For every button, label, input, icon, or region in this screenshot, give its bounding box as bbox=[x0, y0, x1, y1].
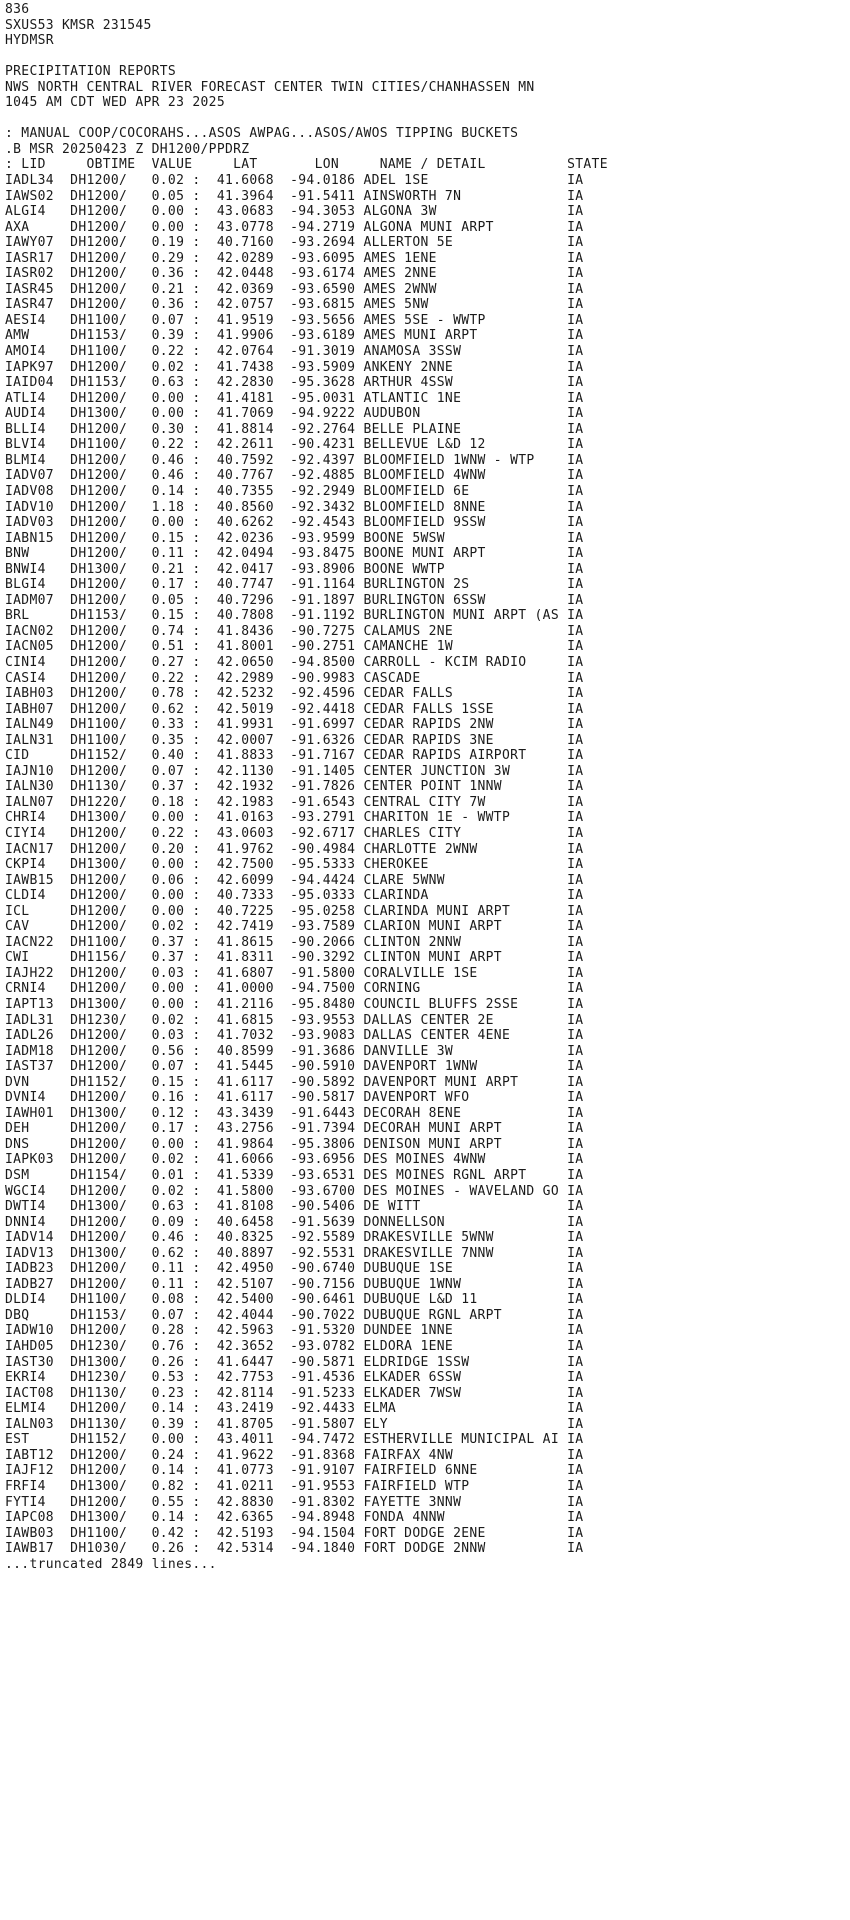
report-row: CKPI4 DH1300/ 0.00 : 42.7500 -95.5333 CHEROKEE IA bbox=[5, 857, 584, 873]
report-row: FYTI4 DH1200/ 0.55 : 42.8830 -91.8302 FAYETTE 3NNW IA bbox=[5, 1494, 584, 1510]
truncated-notice: ...truncated 2849 lines... bbox=[5, 1556, 217, 1572]
header-line bbox=[5, 111, 608, 127]
report-row: AMW DH1153/ 0.39 : 41.9906 -93.6189 AMES MUNI ARPT IA bbox=[5, 328, 584, 344]
report-row: IASR47 DH1200/ 0.36 : 42.0757 -93.6815 AMES 5NW IA bbox=[5, 297, 584, 313]
report-row: IADV03 DH1200/ 0.00 : 40.6262 -92.4543 BLOOMFIELD 9SSW IA bbox=[5, 515, 584, 531]
report-row: IAPK03 DH1200/ 0.02 : 41.6066 -93.6956 DES MOINES 4WNW IA bbox=[5, 1152, 584, 1168]
report-row: IADV13 DH1300/ 0.62 : 40.8897 -92.5531 DRAKESVILLE 7NNW IA bbox=[5, 1245, 584, 1261]
report-row: IADL31 DH1230/ 0.02 : 41.6815 -93.9553 DALLAS CENTER 2E IA bbox=[5, 1012, 584, 1028]
report-row: DEH DH1200/ 0.17 : 43.2756 -91.7394 DECORAH MUNI ARPT IA bbox=[5, 1121, 584, 1137]
report-row: IASR17 DH1200/ 0.29 : 42.0289 -93.6095 AMES 1ENE IA bbox=[5, 250, 584, 266]
report-row: DVN DH1152/ 0.15 : 41.6117 -90.5892 DAVENPORT MUNI ARPT IA bbox=[5, 1074, 584, 1090]
report-row: IACN22 DH1100/ 0.37 : 41.8615 -90.2066 CLINTON 2NNW IA bbox=[5, 934, 584, 950]
header-line: HYDMSR bbox=[5, 33, 54, 49]
report-row: IADL34 DH1200/ 0.02 : 41.6068 -94.0186 ADEL 1SE IA bbox=[5, 173, 584, 189]
report-row: DNS DH1200/ 0.00 : 41.9864 -95.3806 DENISON MUNI ARPT IA bbox=[5, 1136, 584, 1152]
report-row: FRFI4 DH1300/ 0.82 : 41.0211 -91.9553 FAIRFIELD WTP IA bbox=[5, 1478, 584, 1494]
report-row: IALN30 DH1130/ 0.37 : 42.1932 -91.7826 CENTER POINT 1NNW IA bbox=[5, 779, 584, 795]
report-row: IADM18 DH1200/ 0.56 : 40.8599 -91.3686 DANVILLE 3W IA bbox=[5, 1043, 584, 1059]
report-row: CIYI4 DH1200/ 0.22 : 43.0603 -92.6717 CHARLES CITY IA bbox=[5, 825, 584, 841]
report-row: CID DH1152/ 0.40 : 41.8833 -91.7167 CEDAR RAPIDS AIRPORT IA bbox=[5, 748, 584, 764]
header-line: NWS NORTH CENTRAL RIVER FORECAST CENTER TWIN CITIES/CHANHASSEN MN bbox=[5, 79, 535, 95]
report-row: CAV DH1200/ 0.02 : 42.7419 -93.7589 CLARION MUNI ARPT IA bbox=[5, 919, 584, 935]
report-row: BNW DH1200/ 0.11 : 42.0494 -93.8475 BOONE MUNI ARPT IA bbox=[5, 546, 584, 562]
report-row: IAWS02 DH1200/ 0.05 : 41.3964 -91.5411 AINSWORTH 7N IA bbox=[5, 188, 584, 204]
report-row: IAPK97 DH1200/ 0.02 : 41.7438 -93.5909 ANKENY 2NNE IA bbox=[5, 359, 584, 375]
report-row: ATLI4 DH1200/ 0.00 : 41.4181 -95.0031 ATLANTIC 1NE IA bbox=[5, 390, 584, 406]
report-row: IADV10 DH1200/ 1.18 : 40.8560 -92.3432 BLOOMFIELD 8NNE IA bbox=[5, 499, 584, 515]
report-row: IAID04 DH1153/ 0.63 : 42.2830 -95.3628 ARTHUR 4SSW IA bbox=[5, 375, 584, 391]
header-line: : LID OBTIME VALUE LAT LON NAME / DETAIL STATE bbox=[5, 157, 608, 173]
report-row: IADB23 DH1200/ 0.11 : 42.4950 -90.6740 DUBUQUE 1SE IA bbox=[5, 1261, 584, 1277]
report-row: IAPT13 DH1300/ 0.00 : 41.2116 -95.8480 COUNCIL BLUFFS 2SSE IA bbox=[5, 997, 584, 1012]
report-row: DNNI4 DH1200/ 0.09 : 40.6458 -91.5639 DONNELLSON IA bbox=[5, 1214, 584, 1230]
report-row: IADW10 DH1200/ 0.28 : 42.5963 -91.5320 DUNDEE 1NNE IA bbox=[5, 1323, 584, 1339]
report-row: ICL DH1200/ 0.00 : 40.7225 -95.0258 CLARINDA MUNI ARPT IA bbox=[5, 903, 584, 919]
report-row: IAWY07 DH1200/ 0.19 : 40.7160 -93.2694 ALLERTON 5E IA bbox=[5, 235, 584, 251]
report-row: BRL DH1153/ 0.15 : 40.7808 -91.1192 BURLINGTON MUNI ARPT (AS IA bbox=[5, 608, 584, 624]
report-row: IADB27 DH1200/ 0.11 : 42.5107 -90.7156 DUBUQUE 1WNW IA bbox=[5, 1276, 584, 1292]
report-row: IAWH01 DH1300/ 0.12 : 43.3439 -91.6443 DECORAH 8ENE IA bbox=[5, 1105, 584, 1121]
header-line bbox=[5, 49, 608, 65]
report-row: IAJF12 DH1200/ 0.14 : 41.0773 -91.9107 FAIRFIELD 6NNE IA bbox=[5, 1463, 584, 1479]
report-row: DBQ DH1153/ 0.07 : 42.4044 -90.7022 DUBUQUE RGNL ARPT IA bbox=[5, 1307, 584, 1323]
report-row: IAPC08 DH1300/ 0.14 : 42.6365 -94.8948 FONDA 4NNW IA bbox=[5, 1510, 584, 1526]
report-row: DSM DH1154/ 0.01 : 41.5339 -93.6531 DES MOINES RGNL ARPT IA bbox=[5, 1168, 584, 1184]
report-row: IALN31 DH1100/ 0.35 : 42.0007 -91.6326 CEDAR RAPIDS 3NE IA bbox=[5, 732, 584, 748]
report-row: DLDI4 DH1100/ 0.08 : 42.5400 -90.6461 DUBUQUE L&D 11 IA bbox=[5, 1292, 584, 1308]
report-row: IADL26 DH1200/ 0.03 : 41.7032 -93.9083 DALLAS CENTER 4ENE IA bbox=[5, 1028, 584, 1044]
report-row: IADV08 DH1200/ 0.14 : 40.7355 -92.2949 BLOOMFIELD 6E IA bbox=[5, 483, 584, 499]
report-row: IAST30 DH1300/ 0.26 : 41.6447 -90.5871 ELDRIDGE 1SSW IA bbox=[5, 1354, 584, 1370]
report-row: IADV14 DH1200/ 0.46 : 40.8325 -92.5589 DRAKESVILLE 5WNW IA bbox=[5, 1230, 584, 1246]
report-row: IADV07 DH1200/ 0.46 : 40.7767 -92.4885 BLOOMFIELD 4WNW IA bbox=[5, 468, 584, 484]
report-row: EST DH1152/ 0.00 : 43.4011 -94.7472 ESTHERVILLE MUNICIPAL AI IA bbox=[5, 1432, 584, 1448]
report-row: CASI4 DH1200/ 0.22 : 42.2989 -90.9983 CASCADE IA bbox=[5, 670, 584, 686]
report-row: IACN05 DH1200/ 0.51 : 41.8001 -90.2751 CAMANCHE 1W IA bbox=[5, 639, 584, 655]
report-row: BNWI4 DH1300/ 0.21 : 42.0417 -93.8906 BOONE WWTP IA bbox=[5, 561, 584, 577]
report-row: IAHD05 DH1230/ 0.76 : 42.3652 -93.0782 ELDORA 1ENE IA bbox=[5, 1339, 584, 1355]
precipitation-report-text bbox=[5, 2, 608, 1572]
report-row: IAWB17 DH1030/ 0.26 : 42.5314 -94.1840 FORT DODGE 2NNW IA bbox=[5, 1541, 584, 1557]
report-row: IAJH22 DH1200/ 0.03 : 41.6807 -91.5800 CORALVILLE 1SE IA bbox=[5, 965, 584, 981]
report-row: DVNI4 DH1200/ 0.16 : 41.6117 -90.5817 DAVENPORT WFO IA bbox=[5, 1090, 584, 1106]
header-line: : MANUAL COOP/COCORAHS...ASOS AWPAG...ASOS/AWOS TIPPING BUCKETS bbox=[5, 126, 519, 142]
report-row: EKRI4 DH1230/ 0.53 : 42.7753 -91.4536 ELKADER 6SSW IA bbox=[5, 1370, 584, 1386]
report-row: BLMI4 DH1200/ 0.46 : 40.7592 -92.4397 BLOOMFIELD 1WNW - WTP IA bbox=[5, 452, 584, 468]
header-line: .B MSR 20250423 Z DH1200/PPDRZ bbox=[5, 141, 250, 157]
report-row: AESI4 DH1100/ 0.07 : 41.9519 -93.5656 AMES 5SE - WWTP IA bbox=[5, 312, 584, 328]
report-row: WGCI4 DH1200/ 0.02 : 41.5800 -93.6700 DES MOINES - WAVELAND GO IA bbox=[5, 1183, 584, 1199]
report-row: DWTI4 DH1300/ 0.63 : 41.8108 -90.5406 DE WITT IA bbox=[5, 1199, 584, 1215]
report-row: AMOI4 DH1100/ 0.22 : 42.0764 -91.3019 ANAMOSA 3SSW IA bbox=[5, 344, 584, 360]
report-row: BLGI4 DH1200/ 0.17 : 40.7747 -91.1164 BURLINGTON 2S IA bbox=[5, 577, 584, 593]
report-row: BLVI4 DH1100/ 0.22 : 42.2611 -90.4231 BELLEVUE L&D 12 IA bbox=[5, 437, 584, 453]
report-row: IAWB15 DH1200/ 0.06 : 42.6099 -94.4424 CLARE 5WNW IA bbox=[5, 872, 584, 888]
report-row: IALN49 DH1100/ 0.33 : 41.9931 -91.6997 CEDAR RAPIDS 2NW IA bbox=[5, 717, 584, 733]
report-row: CWI DH1156/ 0.37 : 41.8311 -90.3292 CLINTON MUNI ARPT IA bbox=[5, 950, 584, 966]
report-row: IACN02 DH1200/ 0.74 : 41.8436 -90.7275 CALAMUS 2NE IA bbox=[5, 623, 584, 639]
header-line: PRECIPITATION REPORTS bbox=[5, 64, 177, 80]
header-line: 1045 AM CDT WED APR 23 2025 bbox=[5, 95, 225, 111]
report-row: ELMI4 DH1200/ 0.14 : 43.2419 -92.4433 ELMA IA bbox=[5, 1401, 584, 1417]
report-row: AUDI4 DH1300/ 0.00 : 41.7069 -94.9222 AUDUBON IA bbox=[5, 406, 584, 422]
report-row: IASR45 DH1200/ 0.21 : 42.0369 -93.6590 AMES 2WNW IA bbox=[5, 281, 584, 297]
report-row: IALN03 DH1130/ 0.39 : 41.8705 -91.5807 ELY IA bbox=[5, 1416, 584, 1432]
report-row: CRNI4 DH1200/ 0.00 : 41.0000 -94.7500 CORNING IA bbox=[5, 981, 584, 997]
report-row: BLLI4 DH1200/ 0.30 : 41.8814 -92.2764 BELLE PLAINE IA bbox=[5, 421, 584, 437]
report-row: IADM07 DH1200/ 0.05 : 40.7296 -91.1897 BURLINGTON 6SSW IA bbox=[5, 592, 584, 608]
report-row: AXA DH1200/ 0.00 : 43.0778 -94.2719 ALGONA MUNI ARPT IA bbox=[5, 219, 584, 235]
report-row: CINI4 DH1200/ 0.27 : 42.0650 -94.8500 CARROLL - KCIM RADIO IA bbox=[5, 654, 584, 670]
report-row: IALN07 DH1220/ 0.18 : 42.1983 -91.6543 CENTRAL CITY 7W IA bbox=[5, 794, 584, 810]
report-row: CLDI4 DH1200/ 0.00 : 40.7333 -95.0333 CLARINDA IA bbox=[5, 888, 584, 904]
report-row: IAST37 DH1200/ 0.07 : 41.5445 -90.5910 DAVENPORT 1WNW IA bbox=[5, 1059, 584, 1075]
report-row: ALGI4 DH1200/ 0.00 : 43.0683 -94.3053 ALGONA 3W IA bbox=[5, 204, 584, 220]
report-row: IACT08 DH1130/ 0.23 : 42.8114 -91.5233 ELKADER 7WSW IA bbox=[5, 1385, 584, 1401]
report-row: IABT12 DH1200/ 0.24 : 41.9622 -91.8368 FAIRFAX 4NW IA bbox=[5, 1447, 584, 1463]
report-row: IABN15 DH1200/ 0.15 : 42.0236 -93.9599 BOONE 5WSW IA bbox=[5, 530, 584, 546]
report-row: IABH03 DH1200/ 0.78 : 42.5232 -92.4596 CEDAR FALLS IA bbox=[5, 686, 584, 702]
report-row: CHRI4 DH1300/ 0.00 : 41.0163 -93.2791 CHARITON 1E - WWTP IA bbox=[5, 810, 584, 826]
header-line: SXUS53 KMSR 231545 bbox=[5, 17, 152, 33]
header-line: 836 bbox=[5, 2, 30, 17]
report-row: IAWB03 DH1100/ 0.42 : 42.5193 -94.1504 FORT DODGE 2ENE IA bbox=[5, 1525, 584, 1541]
report-row: IAJN10 DH1200/ 0.07 : 42.1130 -91.1405 CENTER JUNCTION 3W IA bbox=[5, 763, 584, 779]
report-row: IACN17 DH1200/ 0.20 : 41.9762 -90.4984 CHARLOTTE 2WNW IA bbox=[5, 841, 584, 857]
report-row: IASR02 DH1200/ 0.36 : 42.0448 -93.6174 AMES 2NNE IA bbox=[5, 266, 584, 282]
report-row: IABH07 DH1200/ 0.62 : 42.5019 -92.4418 CEDAR FALLS 1SSE IA bbox=[5, 701, 584, 717]
